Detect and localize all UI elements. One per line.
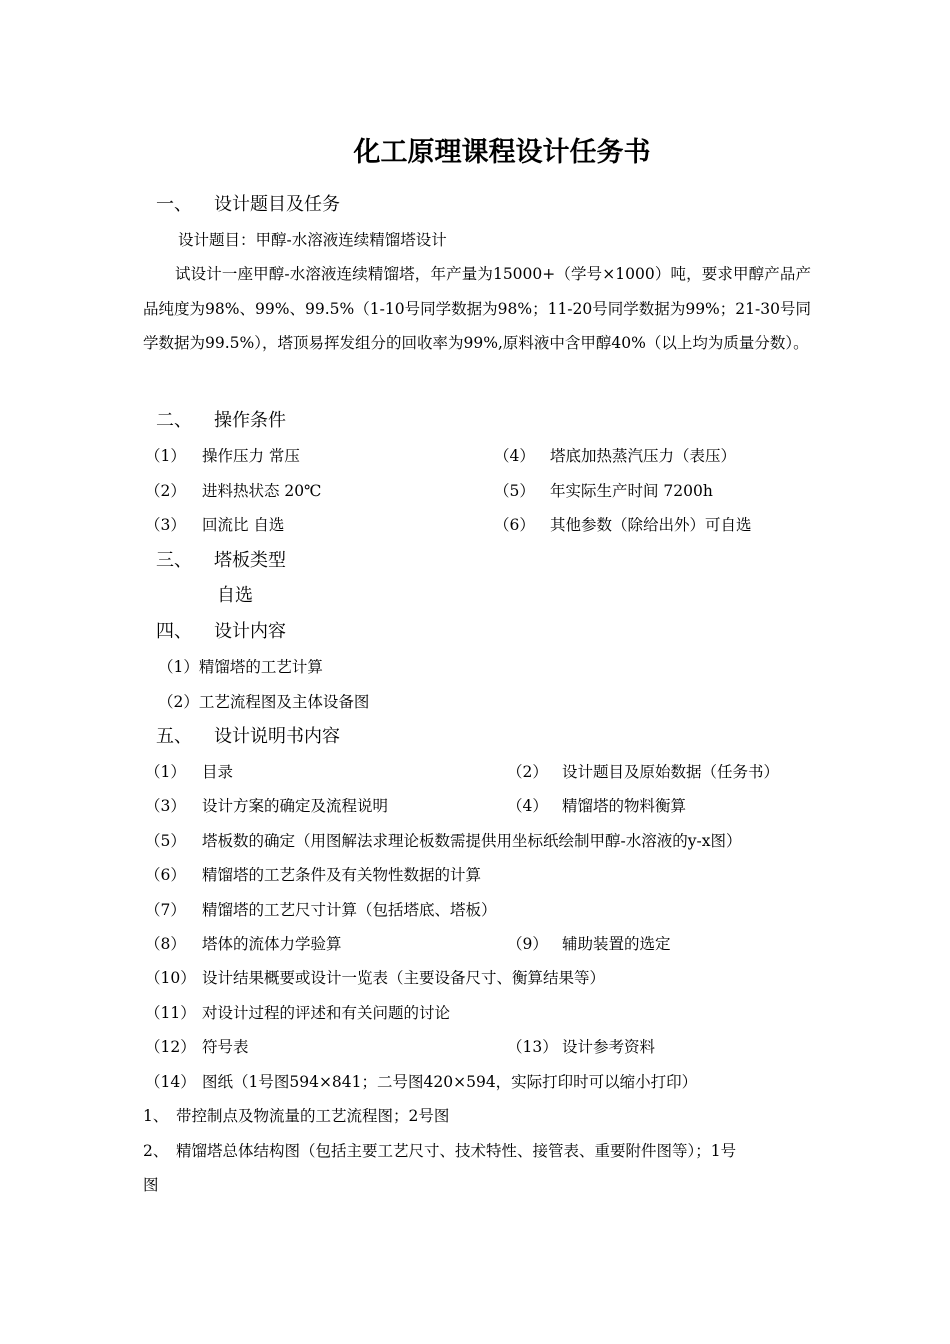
condition-1-number: （1） <box>145 447 186 465</box>
section-3-number: 三、 <box>156 550 192 571</box>
manual-item-10-number: （10） <box>145 969 196 987</box>
manual-item-2-number: （2） <box>507 763 548 781</box>
drawing-2-text: 精馏塔总体结构图（包括主要工艺尺寸、技术特性、接管表、重要附件图等）；1号 <box>176 1142 737 1160</box>
manual-item-1-number: （1） <box>145 763 186 781</box>
manual-item-8-text: 塔体的流体力学验算 <box>202 935 342 953</box>
design-subject: 设计题目：甲醇-水溶液连续精馏塔设计 <box>178 231 447 249</box>
manual-item-9-number: （9） <box>507 935 548 953</box>
manual-item-12-text: 符号表 <box>202 1038 249 1056</box>
manual-item-12-number: （12） <box>145 1038 196 1056</box>
manual-item-5-text: 塔板数的确定（用图解法求理论板数需提供用坐标纸绘制甲醇-水溶液的y-x图） <box>202 832 742 850</box>
drawing-2-continuation: 图 <box>143 1176 159 1194</box>
drawing-2-number: 2、 <box>143 1142 169 1160</box>
manual-item-13-text: 设计参考资料 <box>562 1038 656 1056</box>
manual-item-6-text: 精馏塔的工艺条件及有关物性数据的计算 <box>202 866 482 884</box>
condition-5-number: （5） <box>494 482 535 500</box>
drawing-1-text: 带控制点及物流量的工艺流程图；2号图 <box>176 1107 450 1125</box>
manual-item-13-number: （13） <box>507 1038 558 1056</box>
manual-item-7-number: （7） <box>145 901 186 919</box>
section-3-heading: 塔板类型 <box>214 550 286 571</box>
manual-item-3-number: （3） <box>145 797 186 815</box>
condition-6-number: （6） <box>494 516 535 534</box>
condition-6-text: 其他参数（除给出外）可自选 <box>550 516 752 534</box>
section-1-number: 一、 <box>156 194 192 215</box>
task-paragraph: 试设计一座甲醇-水溶液连续精馏塔，年产量为15000+（学号×1000）吨，要求甲醇产品产品纯度为98%、99%、99.5%（1-10号同学数据为98%；11-20号同学数据为99%；21-30号同学数据为99.5%），塔顶易挥发组分的回收率为99%,原料液中含甲醇40%（以上均为质量分数）。 <box>143 265 811 352</box>
section-5-number: 五、 <box>156 726 192 747</box>
manual-item-14-text: 图纸（1号图594×841；二号图420×594，实际打印时可以缩小打印） <box>202 1073 698 1091</box>
section-1-heading: 设计题目及任务 <box>214 194 340 215</box>
content-item-1: （1）精馏塔的工艺计算 <box>158 658 323 676</box>
manual-item-4-number: （4） <box>507 797 548 815</box>
manual-item-8-number: （8） <box>145 935 186 953</box>
manual-item-10-text: 设计结果概要或设计一览表（主要设备尺寸、衡算结果等） <box>202 969 606 987</box>
section-4-number: 四、 <box>156 621 192 642</box>
condition-1-text: 操作压力 常压 <box>202 447 300 465</box>
condition-5-text: 年实际生产时间 7200h <box>550 482 713 500</box>
condition-4-number: （4） <box>494 447 535 465</box>
manual-item-6-number: （6） <box>145 866 186 884</box>
section-5-heading: 设计说明书内容 <box>214 726 340 747</box>
condition-3-text: 回流比 自选 <box>202 516 285 534</box>
condition-2-text: 进料热状态 20℃ <box>202 482 322 500</box>
drawing-1-number: 1、 <box>143 1107 169 1125</box>
condition-2-number: （2） <box>145 482 186 500</box>
manual-item-5-number: （5） <box>145 832 186 850</box>
document-title: 化工原理课程设计任务书 <box>353 137 651 168</box>
manual-item-11-text: 对设计过程的评述和有关问题的讨论 <box>202 1004 451 1022</box>
manual-item-2-text: 设计题目及原始数据（任务书） <box>562 763 780 781</box>
manual-item-3-text: 设计方案的确定及流程说明 <box>202 797 389 815</box>
tray-type-value: 自选 <box>217 585 253 606</box>
section-4-heading: 设计内容 <box>214 621 286 642</box>
manual-item-4-text: 精馏塔的物料衡算 <box>562 797 687 815</box>
manual-item-7-text: 精馏塔的工艺尺寸计算（包括塔底、塔板） <box>202 901 497 919</box>
condition-3-number: （3） <box>145 516 186 534</box>
content-item-2: （2）工艺流程图及主体设备图 <box>158 693 370 711</box>
section-2-number: 二、 <box>156 410 192 431</box>
manual-item-1-text: 目录 <box>202 763 234 781</box>
manual-item-9-text: 辅助装置的选定 <box>562 935 671 953</box>
section-2-heading: 操作条件 <box>214 410 286 431</box>
manual-item-11-number: （11） <box>145 1004 196 1022</box>
manual-item-14-number: （14） <box>145 1073 196 1091</box>
condition-4-text: 塔底加热蒸汽压力（表压） <box>550 447 737 465</box>
